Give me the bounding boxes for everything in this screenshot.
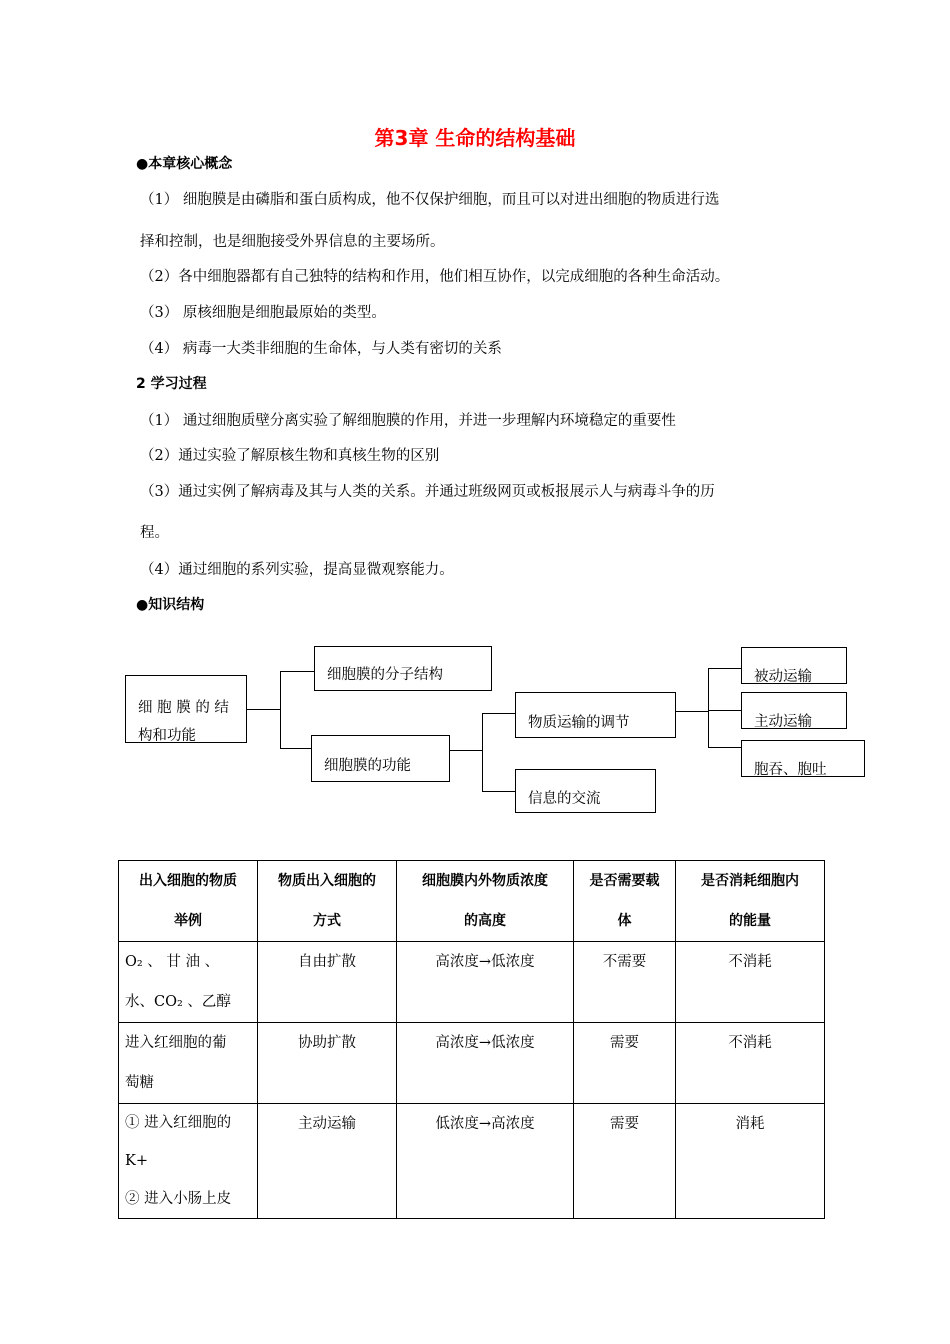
- page-title: 第3章 生命的结构基础: [374, 126, 576, 150]
- connector: [482, 713, 515, 714]
- node-active-transport: 主动运输: [741, 692, 847, 729]
- connector: [482, 791, 515, 792]
- connector: [482, 713, 483, 791]
- section-heading-learning-process: 2 学习过程: [136, 376, 207, 392]
- connector: [708, 710, 741, 711]
- node-information-exchange: 信息的交流: [515, 769, 656, 813]
- node-root-line-2: 构和功能: [138, 728, 196, 744]
- connector: [676, 711, 708, 712]
- node-membrane-function: 细胞膜的功能: [311, 735, 450, 782]
- node-molecular-structure: 细胞膜的分子结构: [314, 646, 492, 691]
- connector: [708, 668, 709, 747]
- transport-table: [118, 860, 825, 1219]
- table-row: [119, 1023, 825, 1104]
- connector: [708, 747, 741, 748]
- learning-line-3: （3）通过实例了解病毒及其与人类的关系。并通过班级网页或板报展示人与病毒斗争的历: [140, 484, 715, 500]
- learning-line-4: 程。: [140, 525, 169, 541]
- connector: [450, 750, 482, 751]
- table-row: [119, 1104, 825, 1219]
- cell-energy: 不消耗: [676, 1023, 825, 1104]
- concept-line-2: 择和控制，也是细胞接受外界信息的主要场所。: [140, 234, 445, 250]
- header-substance: 出入细胞的物质 举例: [119, 861, 258, 942]
- cell-gradient: 低浓度→高浓度: [397, 1104, 574, 1219]
- cell-method: 自由扩散: [258, 942, 397, 1023]
- connector: [708, 668, 741, 669]
- concept-line-1: （1） 细胞膜是由磷脂和蛋白质构成，他不仅保护细胞，而且可以对进出细胞的物质进行选: [140, 192, 720, 208]
- cell-carrier: 不需要: [574, 942, 676, 1023]
- connector: [280, 671, 314, 672]
- cell-example: O₂ 、 甘 油 、 水、CO₂ 、乙醇: [119, 942, 258, 1023]
- cell-carrier: 需要: [574, 1104, 676, 1219]
- header-concentration: 细胞膜内外物质浓度 的高度: [397, 861, 574, 942]
- cell-gradient: 高浓度→低浓度: [397, 942, 574, 1023]
- connector: [247, 709, 280, 710]
- cell-carrier: 需要: [574, 1023, 676, 1104]
- header-method: 物质出入细胞的 方式: [258, 861, 397, 942]
- connector: [280, 748, 311, 749]
- node-passive-transport: 被动运输: [741, 647, 847, 684]
- node-membrane-structure-function: [125, 675, 247, 743]
- node-transport-regulation: 物质运输的调节: [515, 692, 676, 738]
- node-endocytosis-exocytosis: 胞吞、胞吐: [741, 740, 865, 777]
- header-carrier: 是否需要载 体: [574, 861, 676, 942]
- section-heading-core-concepts: ●本章核心概念: [136, 156, 233, 172]
- learning-line-1: （1） 通过细胞质壁分离实验了解细胞膜的作用，并进一步理解内环境稳定的重要性: [140, 413, 676, 429]
- concept-line-4: （3） 原核细胞是细胞最原始的类型。: [140, 305, 386, 321]
- cell-example: ① 进入红细胞的 K+ ② 进入小肠上皮: [119, 1104, 258, 1219]
- concept-line-5: （4） 病毒一大类非细胞的生命体，与人类有密切的关系: [140, 341, 502, 357]
- cell-energy: 消耗: [676, 1104, 825, 1219]
- learning-line-2: （2）通过实验了解原核生物和真核生物的区别: [140, 448, 440, 464]
- section-heading-knowledge-structure: ●知识结构: [136, 597, 205, 613]
- cell-energy: 不消耗: [676, 942, 825, 1023]
- connector: [280, 671, 281, 748]
- table-header-row: [119, 861, 825, 942]
- cell-example: 进入红细胞的葡 萄糖: [119, 1023, 258, 1104]
- cell-method: 协助扩散: [258, 1023, 397, 1104]
- table-row: [119, 942, 825, 1023]
- cell-method: 主动运输: [258, 1104, 397, 1219]
- learning-line-5: （4）通过细胞的系列实验，提高显微观察能力。: [140, 562, 454, 578]
- cell-gradient: 高浓度→低浓度: [397, 1023, 574, 1104]
- concept-line-3: （2）各中细胞器都有自己独特的结构和作用，他们相互协作，以完成细胞的各种生命活动。: [140, 269, 730, 285]
- node-root-line-1: 细 胞 膜 的 结: [138, 700, 229, 716]
- header-energy: 是否消耗细胞内 的能量: [676, 861, 825, 942]
